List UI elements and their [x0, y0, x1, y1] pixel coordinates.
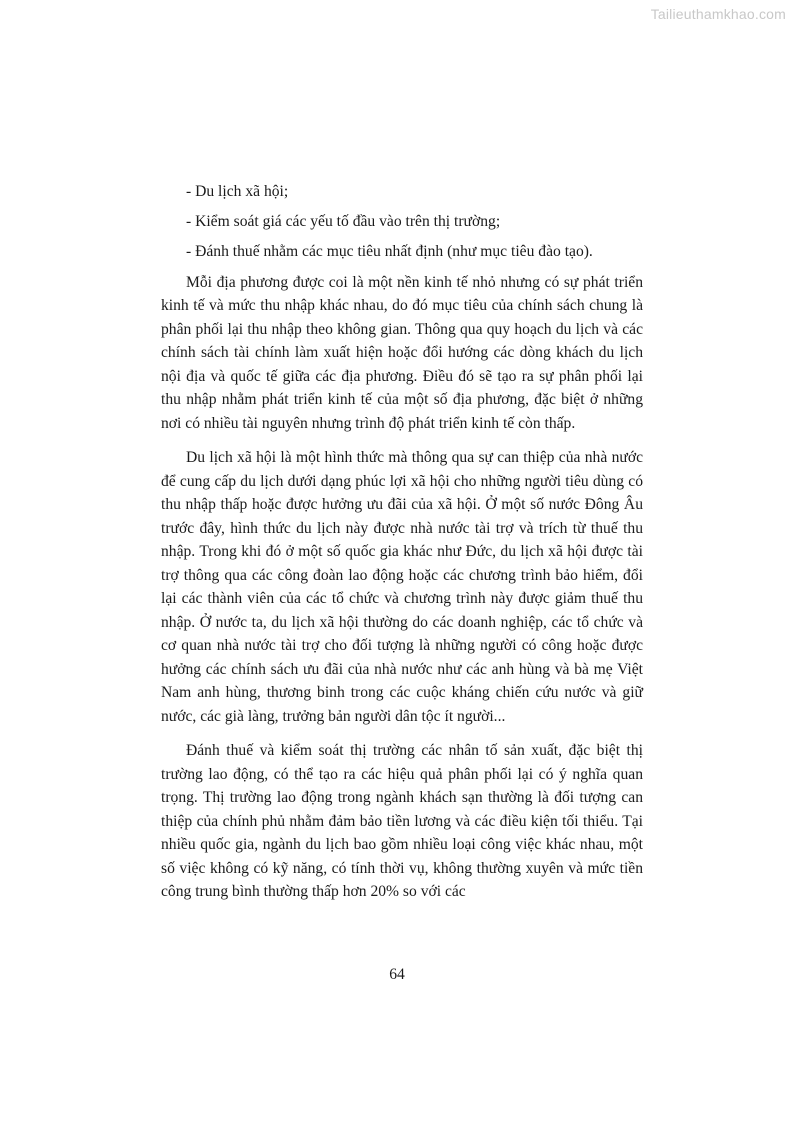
list-item-price-control: - Kiểm soát giá các yếu tố đầu vào trên thị trường; — [186, 213, 501, 230]
list-item-taxation: - Đánh thuế nhằm các mục tiêu nhất định (như mục tiêu đào tạo). — [186, 243, 593, 260]
paragraph-social-tourism: Du lịch xã hội là một hình thức mà thông qua sự can thiệp của nhà nước để cung cấp du lịch dưới dạng phúc lợi xã hội cho những người tiêu dùng có thu nhập thấp hoặc được hưởng ưu đãi của xã hội. Ở một số nước Đông Âu trước đây, hình thức du lịch này được nhà nước tài trợ và trích từ thuế thu nhập. Trong khi đó ở một số quốc gia khác như Đức, du lịch xã hội được tài trợ thông qua các công đoàn lao động hoặc các chương trình bảo hiểm, đổi lại các thành viên của các tổ chức và chương trình này được giảm thuế thu nhập. Ở nước ta, du lịch xã hội thường do các doanh nghiệp, các tổ chức và cơ quan nhà nước tài trợ cho đối tượng là những người có công hoặc được hưởng các chính sách ưu đãi của nhà nước như các anh hùng và bà mẹ Việt Nam anh hùng, thương binh trong các cuộc kháng chiến cứu nước và giữ nước, các già làng, trưởng bản người dân tộc ít người... — [161, 449, 643, 725]
page-number: 64 — [389, 966, 405, 983]
page-body — [161, 180, 643, 915]
paragraph-taxation-labor: Đánh thuế và kiểm soát thị trường các nhân tố sản xuất, đặc biệt thị trường lao động, có thể tạo ra các hiệu quả phân phối lại có ý nghĩa quan trọng. Thị trường lao động trong ngành khách sạn thường là đối tượng can thiệp của chính phủ nhằm đảm bảo tiền lương và các điều kiện tối thiểu. Tại nhiều quốc gia, ngành du lịch bao gồm nhiều loại công việc khác nhau, một số việc không có kỹ năng, có tính thời vụ, không thường xuyên và mức tiền công trung bình thường thấp hơn 20% so với các — [161, 742, 643, 900]
paragraph-regional-income: Mỗi địa phương được coi là một nền kinh tế nhỏ nhưng có sự phát triển kinh tế và mức thu nhập khác nhau, do đó mục tiêu của chính sách chung là phân phối lại thu nhập theo không gian. Thông qua quy hoạch du lịch và các chính sách tài chính làm xuất hiện hoặc đổi hướng các dòng khách du lịch nội địa và quốc tế giữa các địa phương. Điều đó sẽ tạo ra sự phân phối lại thu nhập nhằm phát triển kinh tế của một số địa phương, đặc biệt ở những nơi có nhiều tài nguyên nhưng trình độ phát triển kinh tế còn thấp. — [161, 273, 643, 432]
list-item-social-tourism: - Du lịch xã hội; — [186, 183, 289, 200]
watermark: Tailieuthamkhao.com — [650, 6, 786, 22]
